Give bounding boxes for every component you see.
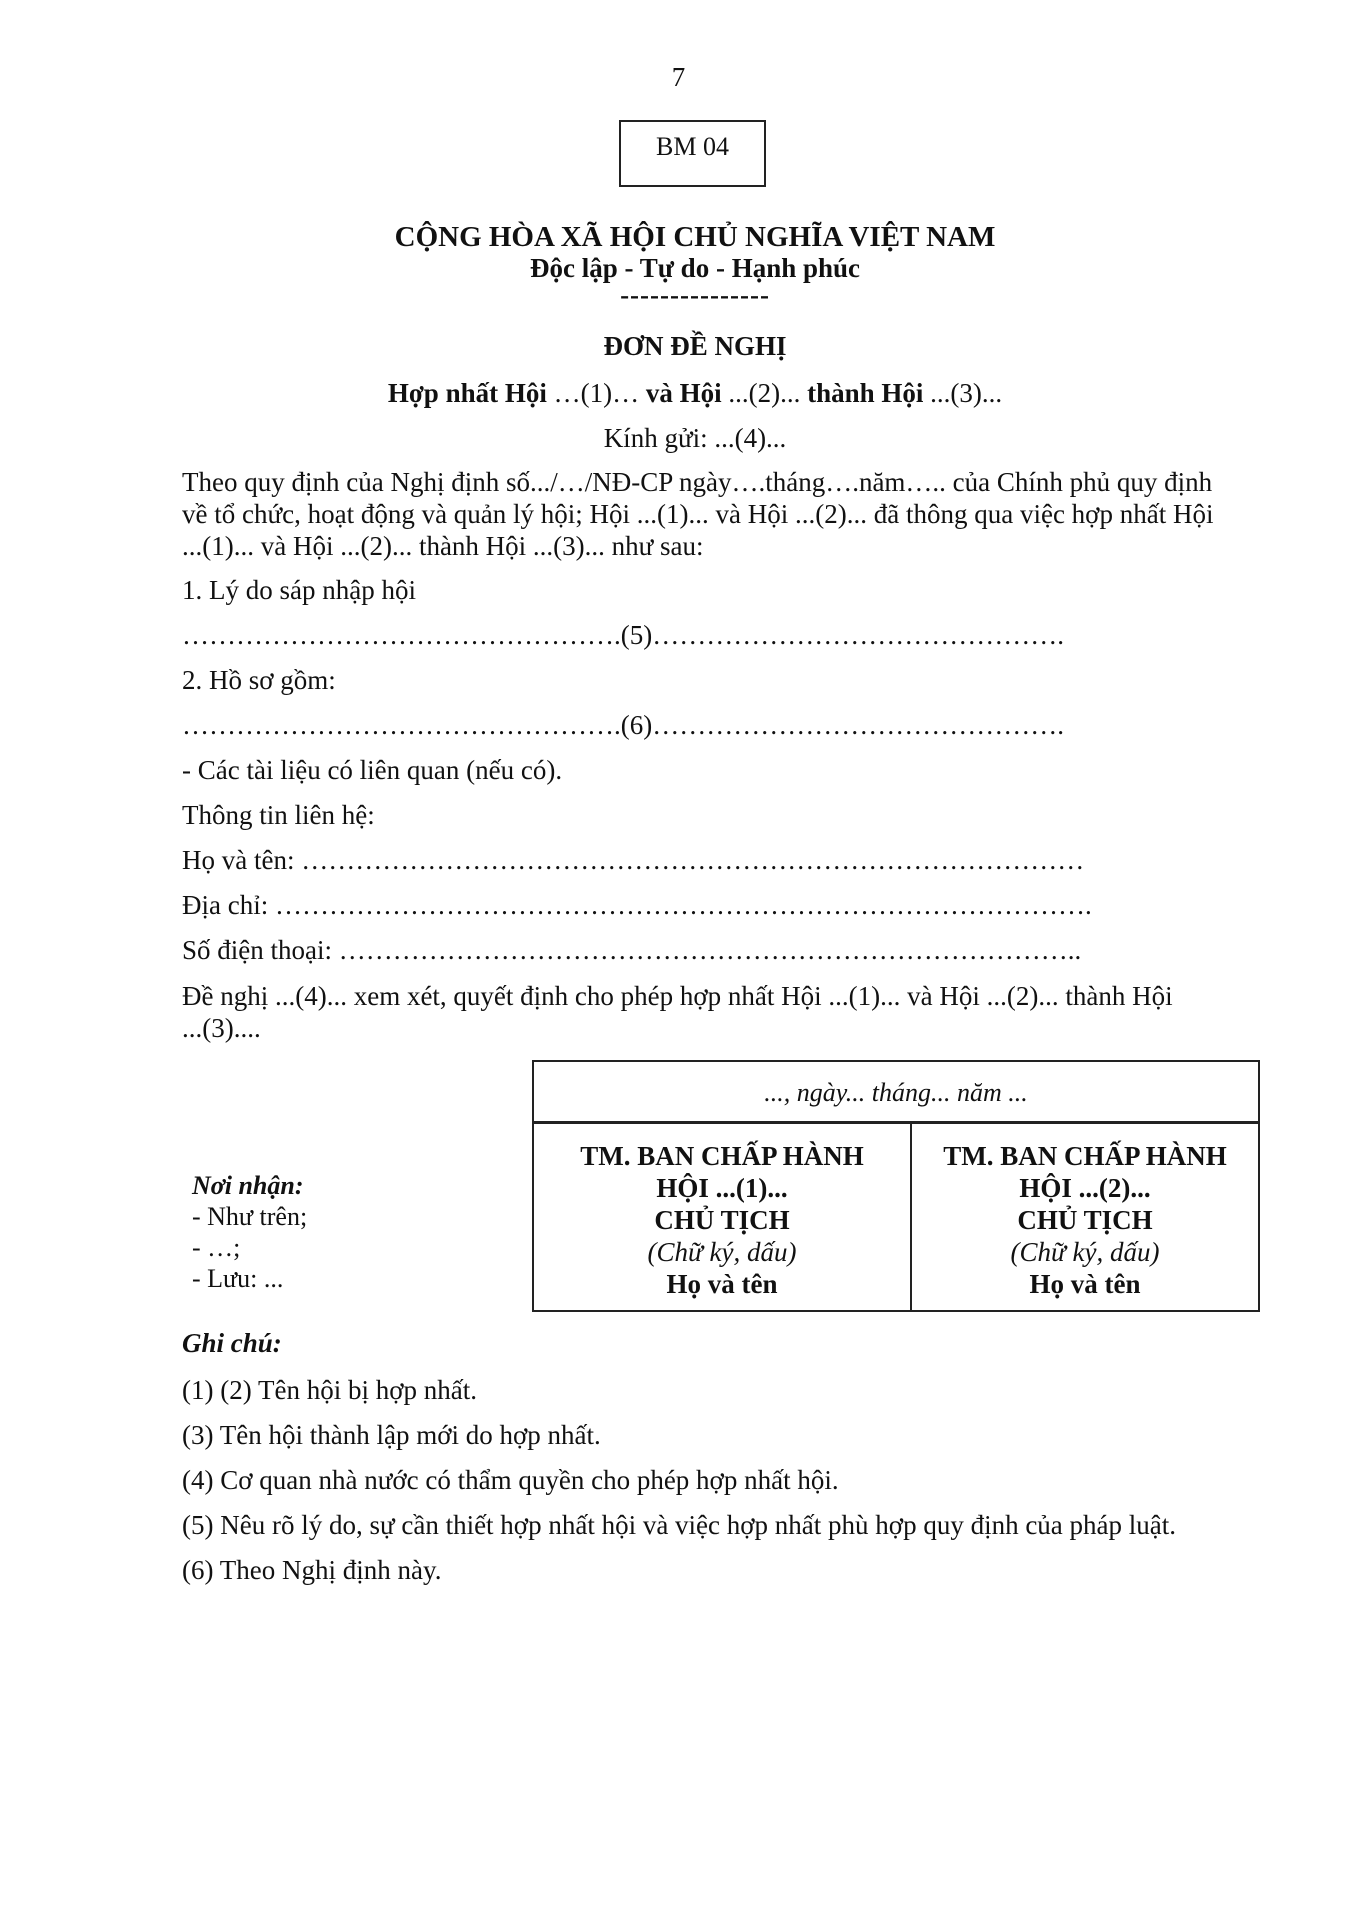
section-2-fill: [182, 710, 1064, 741]
signature-hint: (Chữ ký, dấu): [1010, 1237, 1160, 1267]
fill-ref: (5): [620, 620, 653, 650]
intro-line: về tổ chức, hoạt động và quản lý hội; Hội ...(1)... và Hội ...(2)... đã thông qua việc hợp nhất Hội: [182, 499, 1214, 529]
signature-org: TM. BAN CHẤP HÀNH: [943, 1141, 1227, 1171]
subtitle-part: Hợp nhất Hội: [387, 378, 547, 408]
section-2-label: 2. Hồ sơ gồm:: [182, 665, 336, 695]
signature-block-left: [534, 1124, 912, 1310]
page-number: 7: [671, 62, 686, 92]
note-item: (1) (2) Tên hội bị hợp nhất.: [182, 1375, 477, 1405]
signature-org: TM. BAN CHẤP HÀNH: [580, 1141, 864, 1171]
recipient-item: - …;: [192, 1233, 241, 1262]
notes-heading: Ghi chú:: [182, 1328, 282, 1358]
section-1-label: 1. Lý do sáp nhập hội: [182, 575, 416, 605]
fill-ref: (6): [620, 710, 653, 740]
fill-dots: ………………………………………….: [182, 710, 621, 740]
signature-block-right: [912, 1124, 1258, 1310]
signature-role: CHỦ TỊCH: [1017, 1205, 1153, 1235]
recipient-item: - Lưu: ...: [192, 1264, 284, 1293]
section-1-fill: [182, 620, 1064, 651]
subtitle-part: …(1)…: [546, 378, 646, 408]
request-line: ...(3)....: [182, 1013, 261, 1043]
fill-dots: ……………………………………….: [652, 620, 1064, 650]
signature-hint: (Chữ ký, dấu): [647, 1237, 797, 1267]
form-code: BM 04: [656, 132, 729, 161]
recipient-line: Kính gửi: ...(4)...: [603, 423, 787, 453]
country-name: CỘNG HÒA XÃ HỘI CHỦ NGHĨA VIỆT NAM: [394, 221, 996, 253]
related-docs: - Các tài liệu có liên quan (nếu có).: [182, 755, 563, 785]
fill-dots: ……………………………………….: [652, 710, 1064, 740]
recipients-heading: Nơi nhận:: [192, 1171, 304, 1200]
document-title: ĐƠN ĐỀ NGHỊ: [603, 331, 787, 361]
header-separator: ---------------: [620, 280, 770, 310]
contact-heading: Thông tin liên hệ:: [182, 800, 375, 830]
subtitle-part: ...(2)...: [721, 378, 808, 408]
note-item: (6) Theo Nghị định này.: [182, 1555, 442, 1585]
contact-name: Họ và tên: ……………………………………………………………………………: [182, 845, 1085, 875]
signature-name: Họ và tên: [666, 1269, 778, 1299]
signature-name: Họ và tên: [1029, 1269, 1141, 1299]
motto: Độc lập - Tự do - Hạnh phúc: [529, 253, 861, 283]
note-item: (5) Nêu rõ lý do, sự cần thiết hợp nhất hội và việc hợp nhất phù hợp quy định của pháp luật.: [182, 1510, 1177, 1540]
intro-line: ...(1)... và Hội ...(2)... thành Hội ...(3)... như sau:: [182, 531, 704, 561]
subtitle-part: thành Hội: [807, 378, 924, 408]
signature-assoc: HỘI ...(2)...: [1019, 1173, 1151, 1203]
contact-phone: Số điện thoại: ………………………………………………………………………..: [182, 935, 1082, 965]
recipients-block: [192, 1170, 307, 1294]
signature-date: ..., ngày... tháng... năm ...: [534, 1062, 1258, 1124]
fill-dots: ………………………………………….: [182, 620, 621, 650]
signature-role: CHỦ TỊCH: [654, 1205, 790, 1235]
subtitle-part: ...(3)...: [923, 378, 1003, 408]
signature-table: [532, 1060, 1260, 1312]
note-item: (3) Tên hội thành lập mới do hợp nhất.: [182, 1420, 601, 1450]
form-code-box: [619, 120, 766, 187]
intro-line: Theo quy định của Nghị định số.../…/NĐ-CP ngày….tháng….năm….. của Chính phủ quy định: [182, 467, 1213, 497]
subtitle-part: và Hội: [645, 378, 722, 408]
contact-address: Địa chỉ: ……………………………………………………………………………….: [182, 890, 1092, 920]
document-subtitle: [0, 378, 1357, 409]
note-item: (4) Cơ quan nhà nước có thẩm quyền cho phép hợp nhất hội.: [182, 1465, 839, 1495]
signature-assoc: HỘI ...(1)...: [656, 1173, 788, 1203]
request-line: Đề nghị ...(4)... xem xét, quyết định cho phép hợp nhất Hội ...(1)... và Hội ...(2)... thành Hội: [182, 981, 1173, 1011]
recipient-item: - Như trên;: [192, 1202, 308, 1231]
